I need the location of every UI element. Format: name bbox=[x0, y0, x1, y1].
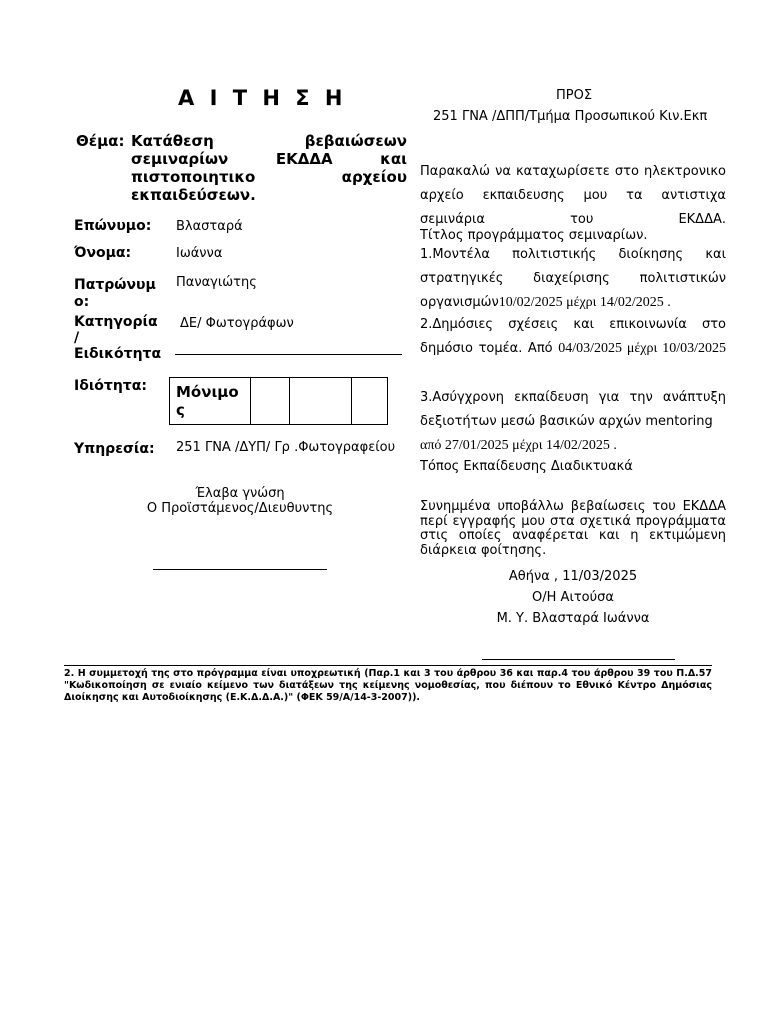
category-label: Κατηγορία / Ειδικότητα bbox=[74, 314, 162, 362]
applicant-role: Ο/Η Αιτούσα bbox=[532, 590, 614, 605]
program-2-text: 2.Δημόσιες σχέσεις και επικοινωνία στο δημόσιο τομέα. Από bbox=[420, 317, 726, 356]
pros-label: ΠΡΟΣ bbox=[556, 88, 593, 103]
service-value: 251 ΓΝΑ /ΔΥΠ/ Γρ .Φωτογραφείου bbox=[176, 440, 396, 455]
status-empty-cell bbox=[251, 378, 290, 425]
status-table bbox=[169, 377, 388, 425]
acknowledgement-line1: Έλαβα γνώση bbox=[195, 486, 285, 501]
footnote-separator bbox=[64, 665, 712, 666]
intro-paragraph: Παρακαλώ να καταχωρίσετε στο ηλεκτρονικο αρχείο εκπαιδευσης μου τα αντιστιχα σεμινάρια του ΕΚΔΔΑ. bbox=[420, 164, 726, 227]
patronym-value: Παναγιώτης bbox=[176, 275, 257, 290]
acknowledgement-line2: Ο Προϊστάμενος/Διευθυντης bbox=[146, 501, 334, 516]
name-label: Όνομα: bbox=[74, 245, 132, 261]
program-3-dates: από 27/01/2025 μέχρι 14/02/2025 . bbox=[420, 438, 617, 453]
programs-title: Τίτλος προγράμματος σεμιναρίων. bbox=[420, 228, 648, 243]
program-3 bbox=[420, 386, 726, 458]
document-title: Α Ι Τ Η Σ Η bbox=[178, 86, 347, 110]
status-label: Ιδιότητα: bbox=[74, 378, 147, 394]
status-empty-cell bbox=[352, 378, 388, 425]
program-2-dates: 04/03/2025 μέχρι 10/03/2025 bbox=[558, 341, 726, 356]
program-2 bbox=[420, 313, 726, 361]
status-value: Μόνιμος bbox=[170, 378, 251, 425]
status-empty-cell bbox=[290, 378, 352, 425]
place-date: Αθήνα , 11/03/2025 bbox=[508, 569, 638, 584]
program-1-text: 1.Μοντέλα πολιτιστικής διοίκησης και στρατηγικές διαχείρισης πολιτιστικών οργανισμών bbox=[420, 247, 726, 310]
signature-block bbox=[420, 566, 726, 629]
service-label: Υπηρεσία: bbox=[74, 441, 155, 457]
category-value: ΔΕ/ Φωτογράφων bbox=[180, 316, 294, 331]
category-underline bbox=[175, 354, 402, 355]
program-3-text: 3.Ασύγχρονη εκπαίδευση για την ανάπτυξη δεξιοτήτων μεσώ βασικών αρχών mentoring bbox=[420, 390, 726, 429]
subject-text: Κατάθεση βεβαιώσεων σεμιναρίων ΕΚΔΔΑ και πιστοποιητικο αρχείου εκπαιδεύσεων. bbox=[131, 132, 407, 204]
subject-label: Θέμα: bbox=[76, 132, 125, 150]
supervisor-signature-line bbox=[153, 569, 327, 570]
footnote: 2. Η συμμετοχή της στο πρόγραμμα είναι υποχρεωτική (Παρ.1 και 3 του άρθρου 36 και παρ.4 του άρθρου 39 του Π.Δ.57 "Κωδικοποίηση σε ενιαίο κείμενο των διατάξεων της κείμενης νομοθεσίας, που διέπουν το Εθνικό Κέντρο Δημόσιας Διοίκησης και Αυτοδιοίκησης (Ε.Κ.Δ.Δ.Α.)" (ΦΕΚ 59/Α/14-3-2007)). bbox=[64, 668, 712, 703]
surname-label: Επώνυμο: bbox=[74, 218, 152, 234]
patronym-label: Πατρώνυμο: bbox=[74, 277, 156, 310]
acknowledgement-block bbox=[120, 486, 360, 516]
name-value: Ιωάννα bbox=[176, 246, 223, 261]
attachments-paragraph: Συνημμένα υποβάλλω βεβαίωσεις του ΕΚΔΔΑ περί εγγραφής μου στα σχετικά προγράμματα στις οποίες αναφέρεται και η εκτιμώμενη διάρκεια φοίτησης. bbox=[420, 499, 726, 558]
training-place: Τόπος Εκπαίδευσης Διαδικτυακά bbox=[420, 459, 633, 474]
surname-value: Βλασταρά bbox=[176, 219, 243, 234]
program-1 bbox=[420, 243, 726, 315]
program-1-dates: 10/02/2025 μέχρι 14/02/2025 . bbox=[498, 295, 671, 310]
applicant-signature-line bbox=[482, 659, 675, 660]
applicant-name: Μ. Υ. Βλασταρά Ιωάννα bbox=[496, 611, 650, 626]
recipient: 251 ΓΝΑ /ΔΠΠ/Τμήμα Προσωπικού Κιν.Εκπ bbox=[433, 109, 708, 124]
